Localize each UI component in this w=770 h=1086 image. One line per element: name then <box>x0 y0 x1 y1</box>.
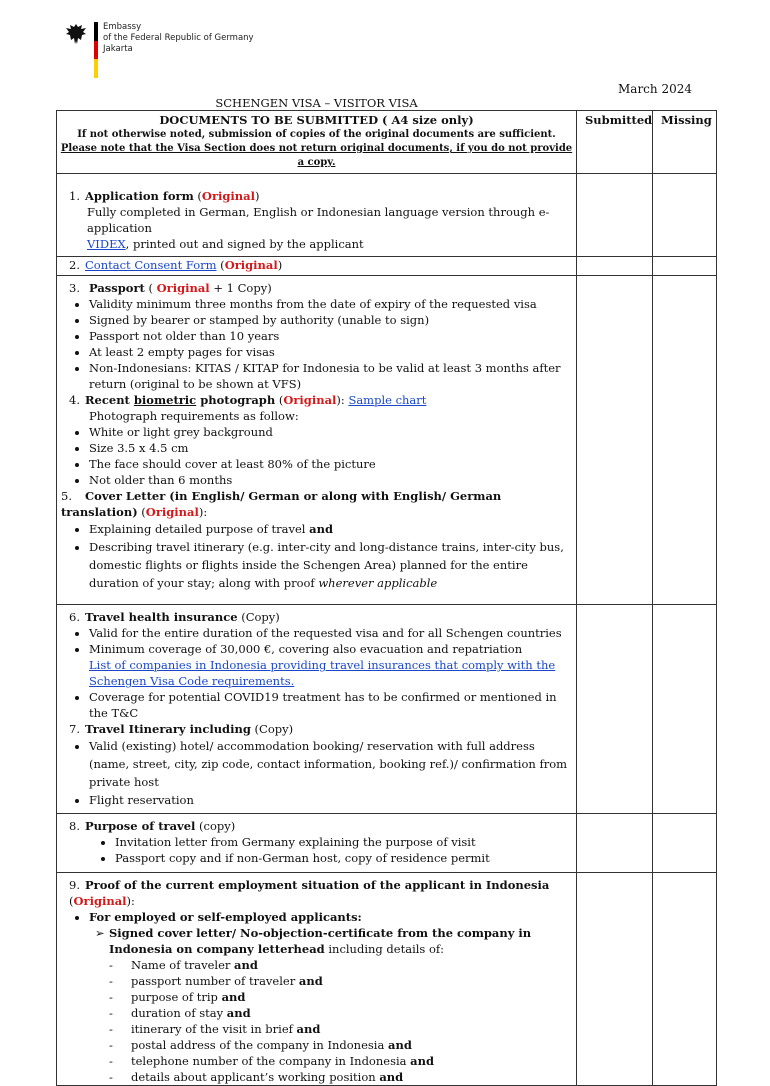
cover-letter-details-list <box>69 925 570 957</box>
list-item: • Describing travel itinerary (e.g. inter-city and long-distance trains, inter-city bus, domestic flights or flights inside the Schengen Area) planned for the entire duration of your stay; along with proof wherever applicable <box>89 538 570 592</box>
table-row: 6. Travel health insurance (Copy) • Valid for the entire duration of the requested visa and for all Schengen countries • Minimum coverage of 30,000 €, covering also evacuation and repatriation List of companies in Indonesia providing travel insurances that comply with the Schengen Visa Code requirements. • Coverage for potential COVID19 treatment has to be confirmed or mentioned in the T&C 7. Travel Itinerary including (Copy) • Valid (existing) hotel/ accommodation booking/ reservation with full address (name, street, city, zip code, contact information, booking ref.)/ confirmation from private host • Flight reservation <box>57 605 717 814</box>
visa-type-title: SCHENGEN VISA – VISITOR VISA <box>215 96 418 110</box>
list-item: - itinerary of the visit in brief and <box>131 1021 570 1037</box>
employment-list <box>69 909 570 925</box>
table-row: 3. Passport ( Original + 1 Copy) • Validity minimum three months from the date of expiry of the requested visa • Signed by bearer or stamped by authority (unable to sign) • Passport not older than 10 years • At least 2 empty pages for visas • Non-Indonesians: KITAS / KITAP for Indonesia to be valid at least 3 months after return (original to be shown at VFS) 4. Recent biometric photograph (Original): Sample chart Photograph requirements as follow: • White or light grey background • Size 3.5 x 4.5 cm • The face should cover at least 80% of the picture • Not older than 6 months 5. Cover Letter (in English/ German or along with English/ German translation) (Original): • Explaining detailed purpose of travel and • Describing travel itinerary (e.g. inter-city and long-distance trains, inter-city bus, domestic flights or flights inside the Schengen Area) planned for the entire duration of your stay; along with proof wherever applicable <box>57 276 717 605</box>
list-item: • Valid (existing) hotel/ accommodation booking/ reservation with full address (name, street, city, zip code, contact information, booking ref.)/ confirmation from private host <box>89 737 570 791</box>
itinerary-list <box>69 737 570 809</box>
flag-stripe-black <box>94 22 98 41</box>
list-item: • Valid for the entire duration of the requested visa and for all Schengen countries <box>89 625 570 641</box>
flag-stripe-red <box>94 41 98 60</box>
list-item: - duration of stay and <box>131 1005 570 1021</box>
missing-checkbox-cell[interactable] <box>653 257 717 276</box>
embassy-name: Embassy of the Federal Republic of Germany Jakarta <box>103 22 254 54</box>
insurance-list <box>69 625 570 721</box>
document-checklist-table <box>56 96 717 1086</box>
header-row <box>57 96 717 111</box>
missing-checkbox-cell[interactable] <box>653 605 717 814</box>
subtitle-cell <box>57 111 577 174</box>
submitted-checkbox-cell[interactable] <box>577 174 653 257</box>
title-cell <box>57 96 577 111</box>
table-row: 9. Proof of the current employment situation of the applicant in Indonesia (Original): • For employed or self-employed applicants: ➢ Signed cover letter/ No-objection-certificate from the company in Indonesia on company letterhead including details of: - Name of traveler and - passport number of traveler and - purpose of trip and - duration of stay and - itinerary of the visit in brief and - postal address of the company in Indonesia and - telephone number of the company in Indonesia and - details about applicant’s working position and <box>57 873 717 1086</box>
submitted-column-header: Submitted <box>585 113 653 127</box>
missing-checkbox-cell[interactable] <box>653 814 717 873</box>
eagle-icon <box>64 22 88 46</box>
list-item: - purpose of trip and <box>131 989 570 1005</box>
copies-note: If not otherwise noted, submission of copies of the original documents are sufficient. <box>77 129 556 140</box>
missing-checkbox-cell[interactable] <box>653 174 717 257</box>
videx-link[interactable]: VIDEX <box>87 237 126 251</box>
list-item: ➢ Signed cover letter/ No-objection-certificate from the company in Indonesia on company letterhead including details of: <box>109 925 570 957</box>
sample-chart-link[interactable]: Sample chart <box>348 393 427 407</box>
insurance-companies-link[interactable]: List of companies in Indonesia providing travel insurances that comply with the Schengen Visa Code requirements. <box>89 658 556 688</box>
cover-letter-list <box>69 520 570 592</box>
list-item: • Invitation letter from Germany explaining the purpose of visit <box>115 834 570 850</box>
letter-details-list <box>69 957 570 1085</box>
list-item: - details about applicant’s working position and <box>131 1069 570 1085</box>
list-item: • White or light grey background <box>89 424 570 440</box>
table-row: 2. Contact Consent Form (Original) <box>57 257 717 276</box>
missing-column-header: Missing <box>661 113 712 127</box>
list-item: • Passport copy and if non-German host, copy of residence permit <box>115 850 570 866</box>
submitted-checkbox-cell[interactable] <box>577 873 653 1086</box>
contact-consent-form-link[interactable]: Contact Consent Form <box>85 258 217 272</box>
submitted-checkbox-cell[interactable] <box>577 276 653 605</box>
list-item: • Passport not older than 10 years <box>89 328 570 344</box>
list-item: • Minimum coverage of 30,000 €, covering also evacuation and repatriation List of companies in Indonesia providing travel insurances that comply with the Schengen Visa Code requirements. <box>89 641 570 689</box>
list-item: • At least 2 empty pages for visas <box>89 344 570 360</box>
embassy-logo <box>64 22 254 78</box>
list-item: • Non-Indonesians: KITAS / KITAP for Indonesia to be valid at least 3 months after return (original to be shown at VFS) <box>89 360 570 392</box>
list-item: - passport number of traveler and <box>131 973 570 989</box>
list-item: • Coverage for potential COVID19 treatment has to be confirmed or mentioned in the T&C <box>89 689 570 721</box>
list-item: • The face should cover at least 80% of the picture <box>89 456 570 472</box>
submitted-checkbox-cell[interactable] <box>577 257 653 276</box>
subheader-row <box>57 111 717 174</box>
table-row: 1. Application form (Original) Fully completed in German, English or Indonesian language version through e-application VIDEX, printed out and signed by the applicant <box>57 174 717 257</box>
german-flag <box>94 22 98 78</box>
missing-checkbox-cell[interactable] <box>653 873 717 1086</box>
list-item: • Signed by bearer or stamped by authority (unable to sign) <box>89 312 570 328</box>
document-date: March 2024 <box>618 82 692 96</box>
list-item: • For employed or self-employed applicants: <box>89 909 570 925</box>
list-item: • Not older than 6 months <box>89 472 570 488</box>
flag-stripe-gold <box>94 59 98 78</box>
documents-title: DOCUMENTS TO BE SUBMITTED ( A4 size only) <box>159 113 474 127</box>
photo-requirements-list <box>69 424 570 488</box>
list-item: • Explaining detailed purpose of travel and <box>89 520 570 538</box>
list-item: - telephone number of the company in Indonesia and <box>131 1053 570 1069</box>
return-note: Please note that the Visa Section does not return original documents, if you do not provide a copy. <box>60 143 573 168</box>
list-item: - Name of traveler and <box>131 957 570 973</box>
passport-requirements-list <box>69 296 570 392</box>
list-item: • Size 3.5 x 4.5 cm <box>89 440 570 456</box>
submitted-checkbox-cell[interactable] <box>577 605 653 814</box>
list-item: • Validity minimum three months from the date of expiry of the requested visa <box>89 296 570 312</box>
purpose-list <box>69 834 570 866</box>
missing-checkbox-cell[interactable] <box>653 276 717 605</box>
list-item: • Flight reservation <box>89 791 570 809</box>
table-row: 8. Purpose of travel (copy) • Invitation letter from Germany explaining the purpose of visit • Passport copy and if non-German host, copy of residence permit <box>57 814 717 873</box>
list-item: - postal address of the company in Indonesia and <box>131 1037 570 1053</box>
submitted-checkbox-cell[interactable] <box>577 814 653 873</box>
